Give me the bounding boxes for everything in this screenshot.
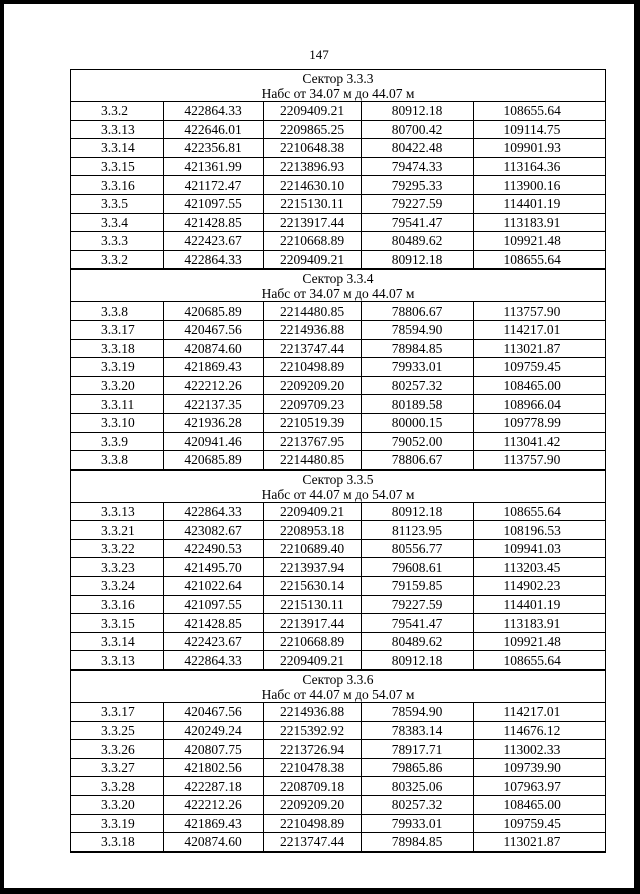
point-id-cell: 3.3.10: [71, 413, 163, 432]
sector-elevation-range: Набс от 44.07 м до 54.07 м: [261, 486, 415, 502]
coord-1-cell: 420807.75: [163, 740, 263, 759]
point-id-cell: 3.3.2: [71, 250, 163, 269]
coord-3-cell: 80912.18: [361, 102, 473, 121]
coord-1-cell: 422423.67: [163, 632, 263, 651]
document-page: [4, 4, 634, 888]
coord-1-cell: 422423.67: [163, 232, 263, 251]
coord-4-cell: 108465.00: [473, 796, 605, 815]
coord-1-cell: 421428.85: [163, 213, 263, 232]
table-row: [71, 758, 605, 777]
coord-2-cell: 2209409.21: [263, 502, 361, 521]
coord-2-cell: 2210668.89: [263, 632, 361, 651]
coord-4-cell: 108966.04: [473, 395, 605, 414]
sector-title: Сектор 3.3.6: [71, 670, 605, 687]
point-id-cell: 3.3.11: [71, 395, 163, 414]
table-row: [71, 320, 605, 339]
point-id-cell: 3.3.17: [71, 320, 163, 339]
table-row: [71, 232, 605, 251]
coord-2-cell: 2213747.44: [263, 339, 361, 358]
coord-4-cell: 114401.19: [473, 595, 605, 614]
coord-2-cell: 2208709.18: [263, 777, 361, 796]
coord-3-cell: 80700.42: [361, 120, 473, 139]
point-id-cell: 3.3.4: [71, 213, 163, 232]
point-id-cell: 3.3.18: [71, 339, 163, 358]
coord-2-cell: 2210668.89: [263, 232, 361, 251]
coord-4-cell: 114217.01: [473, 703, 605, 722]
coord-1-cell: 420941.46: [163, 432, 263, 451]
point-id-cell: 3.3.16: [71, 595, 163, 614]
sector-title: Сектор 3.3.5: [71, 470, 605, 487]
coord-1-cell: 422356.81: [163, 139, 263, 158]
coord-3-cell: 80556.77: [361, 539, 473, 558]
coord-4-cell: 113021.87: [473, 339, 605, 358]
coord-4-cell: 108655.64: [473, 102, 605, 121]
table-row: [71, 614, 605, 633]
coord-1-cell: 421022.64: [163, 577, 263, 596]
coord-4-cell: 113002.33: [473, 740, 605, 759]
sector-elevation-range: Набс от 44.07 м до 54.07 м: [261, 687, 415, 703]
point-id-cell: 3.3.27: [71, 758, 163, 777]
point-id-cell: 3.3.2: [71, 102, 163, 121]
coord-4-cell: 113021.87: [473, 833, 605, 852]
coord-2-cell: 2210478.38: [263, 758, 361, 777]
coordinates-table: [70, 69, 606, 853]
coord-2-cell: 2209409.21: [263, 651, 361, 670]
coord-1-cell: 420249.24: [163, 721, 263, 740]
table-row: [71, 796, 605, 815]
table-row: [71, 302, 605, 321]
point-id-cell: 3.3.18: [71, 833, 163, 852]
coord-3-cell: 80912.18: [361, 651, 473, 670]
table-row: [71, 451, 605, 470]
table-row: [71, 213, 605, 232]
coord-2-cell: 2214480.85: [263, 451, 361, 470]
coord-4-cell: 114902.23: [473, 577, 605, 596]
coord-3-cell: 79933.01: [361, 358, 473, 377]
sector-elevation-range: Набс от 34.07 м до 44.07 м: [261, 286, 415, 302]
coord-1-cell: 420685.89: [163, 302, 263, 321]
coord-2-cell: 2209709.23: [263, 395, 361, 414]
coord-4-cell: 109941.03: [473, 539, 605, 558]
table-row: [71, 577, 605, 596]
point-id-cell: 3.3.14: [71, 632, 163, 651]
sector-title: Сектор 3.3.3: [302, 71, 374, 86]
coord-4-cell: 108655.64: [473, 651, 605, 670]
table-row: [71, 120, 605, 139]
coord-4-cell: 113757.90: [473, 451, 605, 470]
table-row: [71, 250, 605, 269]
coord-3-cell: 80325.06: [361, 777, 473, 796]
coord-4-cell: 113900.16: [473, 176, 605, 195]
coord-2-cell: 2213917.44: [263, 614, 361, 633]
coord-3-cell: 80489.62: [361, 632, 473, 651]
point-id-cell: 3.3.9: [71, 432, 163, 451]
table-row: [71, 539, 605, 558]
coord-3-cell: 79295.33: [361, 176, 473, 195]
coord-2-cell: 2210648.38: [263, 139, 361, 158]
coord-2-cell: 2208953.18: [263, 521, 361, 540]
coord-2-cell: 2210519.39: [263, 413, 361, 432]
coord-1-cell: 421936.28: [163, 413, 263, 432]
point-id-cell: 3.3.20: [71, 796, 163, 815]
coord-1-cell: 422864.33: [163, 651, 263, 670]
table-row: [71, 339, 605, 358]
table-row: [71, 358, 605, 377]
sector-title: Сектор 3.3.4: [71, 269, 605, 286]
point-id-cell: 3.3.3: [71, 232, 163, 251]
coord-1-cell: 421802.56: [163, 758, 263, 777]
coord-1-cell: 422287.18: [163, 777, 263, 796]
coord-2-cell: 2210498.89: [263, 814, 361, 833]
coord-2-cell: 2210498.89: [263, 358, 361, 377]
coord-1-cell: 421097.55: [163, 595, 263, 614]
coord-4-cell: 114676.12: [473, 721, 605, 740]
coord-3-cell: 80489.62: [361, 232, 473, 251]
coord-2-cell: 2213917.44: [263, 213, 361, 232]
coord-3-cell: 78984.85: [361, 833, 473, 852]
coord-2-cell: 2215630.14: [263, 577, 361, 596]
point-id-cell: 3.3.15: [71, 614, 163, 633]
coord-2-cell: 2214630.10: [263, 176, 361, 195]
coord-1-cell: 422864.33: [163, 102, 263, 121]
coord-4-cell: 114217.01: [473, 320, 605, 339]
coord-1-cell: 421495.70: [163, 558, 263, 577]
coord-4-cell: 109759.45: [473, 814, 605, 833]
point-id-cell: 3.3.13: [71, 651, 163, 670]
coord-1-cell: 421097.55: [163, 194, 263, 213]
table-row: [71, 502, 605, 521]
sector-table: [71, 702, 605, 852]
coord-2-cell: 2213767.95: [263, 432, 361, 451]
coord-1-cell: 420685.89: [163, 451, 263, 470]
coord-2-cell: 2209409.21: [263, 102, 361, 121]
point-id-cell: 3.3.17: [71, 703, 163, 722]
coord-3-cell: 79865.86: [361, 758, 473, 777]
coord-3-cell: 80422.48: [361, 139, 473, 158]
coord-3-cell: 79474.33: [361, 157, 473, 176]
table-row: [71, 651, 605, 670]
coord-3-cell: 78806.67: [361, 302, 473, 321]
point-id-cell: 3.3.13: [71, 120, 163, 139]
coord-2-cell: 2214480.85: [263, 302, 361, 321]
table-row: [71, 413, 605, 432]
coord-3-cell: 78383.14: [361, 721, 473, 740]
coord-2-cell: 2213747.44: [263, 833, 361, 852]
sector-block: [71, 70, 605, 269]
coord-3-cell: 80257.32: [361, 796, 473, 815]
coord-3-cell: 81123.95: [361, 521, 473, 540]
table-row: [71, 521, 605, 540]
coord-3-cell: 80257.32: [361, 376, 473, 395]
coord-2-cell: 2215130.11: [263, 595, 361, 614]
coord-1-cell: 422490.53: [163, 539, 263, 558]
table-row: [71, 703, 605, 722]
coord-4-cell: 113757.90: [473, 302, 605, 321]
point-id-cell: 3.3.19: [71, 814, 163, 833]
coord-1-cell: 422646.01: [163, 120, 263, 139]
coord-3-cell: 79608.61: [361, 558, 473, 577]
coord-4-cell: 107963.97: [473, 777, 605, 796]
coord-1-cell: 421869.43: [163, 814, 263, 833]
coord-4-cell: 113203.45: [473, 558, 605, 577]
coord-3-cell: 79159.85: [361, 577, 473, 596]
point-id-cell: 3.3.20: [71, 376, 163, 395]
table-row: [71, 721, 605, 740]
coord-1-cell: 420874.60: [163, 339, 263, 358]
point-id-cell: 3.3.14: [71, 139, 163, 158]
sector-block: [71, 670, 605, 852]
coord-4-cell: 114401.19: [473, 194, 605, 213]
coord-4-cell: 113164.36: [473, 157, 605, 176]
coord-3-cell: 79541.47: [361, 213, 473, 232]
coord-2-cell: 2213726.94: [263, 740, 361, 759]
table-row: [71, 777, 605, 796]
point-id-cell: 3.3.19: [71, 358, 163, 377]
table-row: [71, 833, 605, 852]
coord-2-cell: 2210689.40: [263, 539, 361, 558]
coord-2-cell: 2215392.92: [263, 721, 361, 740]
coord-2-cell: 2214936.88: [263, 320, 361, 339]
coord-3-cell: 78594.90: [361, 703, 473, 722]
coord-4-cell: 109921.48: [473, 632, 605, 651]
sector-block: [71, 269, 605, 469]
point-id-cell: 3.3.25: [71, 721, 163, 740]
page-number: 147: [309, 47, 329, 62]
point-id-cell: 3.3.16: [71, 176, 163, 195]
coord-1-cell: 421172.47: [163, 176, 263, 195]
coord-4-cell: 108465.00: [473, 376, 605, 395]
coord-3-cell: 79052.00: [361, 432, 473, 451]
coord-2-cell: 2215130.11: [263, 194, 361, 213]
coord-2-cell: 2213937.94: [263, 558, 361, 577]
table-row: [71, 740, 605, 759]
point-id-cell: 3.3.8: [71, 302, 163, 321]
point-id-cell: 3.3.28: [71, 777, 163, 796]
table-row: [71, 376, 605, 395]
coord-3-cell: 79227.59: [361, 194, 473, 213]
coord-4-cell: 113041.42: [473, 432, 605, 451]
coord-1-cell: 421428.85: [163, 614, 263, 633]
coord-3-cell: 78594.90: [361, 320, 473, 339]
table-row: [71, 432, 605, 451]
table-row: [71, 632, 605, 651]
table-row: [71, 814, 605, 833]
table-row: [71, 157, 605, 176]
point-id-cell: 3.3.23: [71, 558, 163, 577]
coord-2-cell: 2213896.93: [263, 157, 361, 176]
point-id-cell: 3.3.21: [71, 521, 163, 540]
coord-4-cell: 109759.45: [473, 358, 605, 377]
sector-table: [71, 502, 605, 670]
point-id-cell: 3.3.24: [71, 577, 163, 596]
coord-1-cell: 420874.60: [163, 833, 263, 852]
point-id-cell: 3.3.13: [71, 502, 163, 521]
coord-4-cell: 109739.90: [473, 758, 605, 777]
coord-3-cell: 79227.59: [361, 595, 473, 614]
coord-3-cell: 80912.18: [361, 250, 473, 269]
coord-1-cell: 422864.33: [163, 502, 263, 521]
coord-2-cell: 2209209.20: [263, 376, 361, 395]
coord-3-cell: 80189.58: [361, 395, 473, 414]
coord-3-cell: 78984.85: [361, 339, 473, 358]
coord-4-cell: 109901.93: [473, 139, 605, 158]
coord-2-cell: 2209865.25: [263, 120, 361, 139]
coord-2-cell: 2214936.88: [263, 703, 361, 722]
coord-1-cell: 420467.56: [163, 320, 263, 339]
coord-2-cell: 2209409.21: [263, 250, 361, 269]
coord-1-cell: 421869.43: [163, 358, 263, 377]
table-row: [71, 395, 605, 414]
coord-4-cell: 108655.64: [473, 250, 605, 269]
coord-1-cell: 422137.35: [163, 395, 263, 414]
point-id-cell: 3.3.5: [71, 194, 163, 213]
table-row: [71, 139, 605, 158]
coord-1-cell: 421361.99: [163, 157, 263, 176]
sector-table: [71, 301, 605, 469]
coord-3-cell: 80000.15: [361, 413, 473, 432]
coord-4-cell: 109921.48: [473, 232, 605, 251]
table-row: [71, 194, 605, 213]
coord-3-cell: 80912.18: [361, 502, 473, 521]
coord-1-cell: 420467.56: [163, 703, 263, 722]
coord-4-cell: 113183.91: [473, 614, 605, 633]
coord-2-cell: 2209209.20: [263, 796, 361, 815]
point-id-cell: 3.3.8: [71, 451, 163, 470]
sector-elevation-range: Набс от 34.07 м до 44.07 м: [261, 86, 415, 101]
table-row: [71, 595, 605, 614]
coord-3-cell: 78917.71: [361, 740, 473, 759]
sector-table: [71, 101, 605, 269]
coord-3-cell: 79933.01: [361, 814, 473, 833]
coord-4-cell: 108655.64: [473, 502, 605, 521]
coord-1-cell: 423082.67: [163, 521, 263, 540]
coord-1-cell: 422212.26: [163, 796, 263, 815]
sector-block: [71, 470, 605, 670]
point-id-cell: 3.3.22: [71, 539, 163, 558]
table-row: [71, 558, 605, 577]
coord-4-cell: 108196.53: [473, 521, 605, 540]
point-id-cell: 3.3.15: [71, 157, 163, 176]
coord-3-cell: 79541.47: [361, 614, 473, 633]
coord-4-cell: 109778.99: [473, 413, 605, 432]
coord-1-cell: 422212.26: [163, 376, 263, 395]
coord-3-cell: 78806.67: [361, 451, 473, 470]
point-id-cell: 3.3.26: [71, 740, 163, 759]
coord-4-cell: 113183.91: [473, 213, 605, 232]
table-row: [71, 102, 605, 121]
coord-1-cell: 422864.33: [163, 250, 263, 269]
coord-4-cell: 109114.75: [473, 120, 605, 139]
table-row: [71, 176, 605, 195]
